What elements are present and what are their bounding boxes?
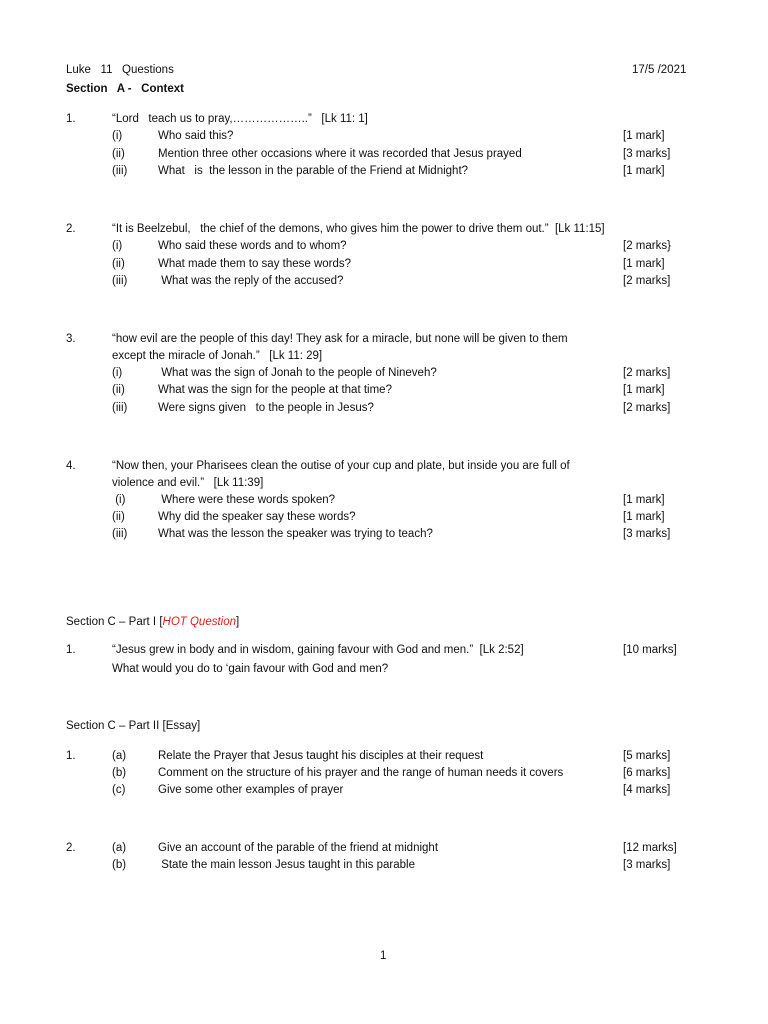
- sub-question-text: Who said these words and to whom?: [158, 240, 347, 252]
- sub-question-label: (i): [112, 494, 126, 506]
- marks: [6 marks]: [623, 767, 671, 779]
- sub-question-label: (iii): [112, 402, 128, 414]
- sub-question-label: (ii): [112, 384, 125, 396]
- marks: [1 mark]: [623, 258, 665, 270]
- marks: [4 marks]: [623, 784, 671, 796]
- marks: [3 marks]: [623, 528, 671, 540]
- document-title: Luke 11 Questions: [66, 64, 174, 76]
- question-quote: “how evil are the people of this day! They ask for a miracle, but none will be given to them: [112, 333, 568, 345]
- heading-prefix: Section C – Part I [: [66, 616, 163, 628]
- marks: [3 marks]: [623, 148, 671, 160]
- sub-question-text: What was the sign of Jonah to the people of Nineveh?: [158, 367, 437, 379]
- question-quote: “Jesus grew in body and in wisdom, gaining favour with God and men.” [Lk 2:52]: [112, 644, 524, 656]
- sub-question-label: (i): [112, 130, 123, 142]
- sub-question-text: Comment on the structure of his prayer and the range of human needs it covers: [158, 767, 564, 779]
- sub-question-text: What made them to say these words?: [158, 258, 352, 270]
- sub-question-text: Why did the speaker say these words?: [158, 511, 356, 523]
- section-c-part2-heading: Section C – Part II [Essay]: [66, 720, 201, 732]
- sub-question-label: (ii): [112, 148, 125, 160]
- marks: [10 marks]: [623, 644, 677, 656]
- sub-question-text: Mention three other occasions where it was recorded that Jesus prayed: [158, 148, 522, 160]
- sub-question-label: (b): [112, 767, 127, 779]
- sub-question-label: (b): [112, 859, 127, 871]
- sub-question-label: (i): [112, 240, 123, 252]
- marks: [2 marks]: [623, 275, 671, 287]
- marks: [1 mark]: [623, 494, 665, 506]
- marks: [2 marks]: [623, 402, 671, 414]
- sub-question-text: Who said this?: [158, 130, 234, 142]
- document-date: 17/5 /2021: [632, 64, 687, 76]
- section-c-part1-heading: [66, 615, 239, 629]
- marks: [12 marks]: [623, 842, 677, 854]
- question-quote-continued: violence and evil.” [Lk 11:39]: [112, 477, 264, 489]
- sub-question-label: (ii): [112, 511, 125, 523]
- sub-question-text: Where were these words spoken?: [158, 494, 336, 506]
- sub-question-label: (iii): [112, 165, 128, 177]
- marks: [2 marks}: [623, 240, 671, 252]
- question-quote: “Lord teach us to pray,………………..” [Lk 11: 1]: [112, 113, 368, 125]
- sub-question-text: Give some other examples of prayer: [158, 784, 344, 796]
- sub-question-label: (c): [112, 784, 126, 796]
- marks: [5 marks]: [623, 750, 671, 762]
- marks: [1 mark]: [623, 165, 665, 177]
- page-number: 1: [380, 950, 387, 962]
- sub-question-label: (a): [112, 842, 127, 854]
- marks: [3 marks]: [623, 859, 671, 871]
- question-number: 2.: [66, 842, 76, 854]
- question-number: 3.: [66, 333, 76, 345]
- sub-question-text: Relate the Prayer that Jesus taught his disciples at their request: [158, 750, 484, 762]
- heading-suffix: ]: [236, 616, 240, 628]
- question-number: 2.: [66, 223, 76, 235]
- question-quote: “Now then, your Pharisees clean the outise of your cup and plate, but inside you are full of: [112, 460, 570, 472]
- sub-question-label: (a): [112, 750, 127, 762]
- sub-question-text: What was the lesson the speaker was trying to teach?: [158, 528, 433, 540]
- marks: [1 mark]: [623, 384, 665, 396]
- question-number: 1.: [66, 113, 76, 125]
- question-number: 4.: [66, 460, 76, 472]
- sub-question-text: Were signs given to the people in Jesus?: [158, 402, 374, 414]
- question-number: 1.: [66, 750, 76, 762]
- marks: [1 mark]: [623, 511, 665, 523]
- sub-question-text: What was the reply of the accused?: [158, 275, 344, 287]
- section-a-heading: Section A - Context: [66, 83, 184, 95]
- question-quote-continued: except the miracle of Jonah.” [Lk 11: 29]: [112, 350, 323, 362]
- sub-question-text: What is the lesson in the parable of the Friend at Midnight?: [158, 165, 469, 177]
- question-quote: “It is Beelzebul, the chief of the demons, who gives him the power to drive them out.” [Lk 11:15]: [112, 223, 605, 235]
- question-number: 1.: [66, 644, 76, 656]
- sub-question-label: (iii): [112, 275, 128, 287]
- marks: [1 mark]: [623, 130, 665, 142]
- hot-question-label: HOT Question: [162, 616, 237, 628]
- sub-question-label: (iii): [112, 528, 128, 540]
- sub-question-text: State the main lesson Jesus taught in this parable: [158, 859, 415, 871]
- question-text: What would you do to ‘gain favour with God and men?: [112, 663, 389, 675]
- sub-question-text: What was the sign for the people at that time?: [158, 384, 392, 396]
- marks: [2 marks]: [623, 367, 671, 379]
- sub-question-text: Give an account of the parable of the friend at midnight: [158, 842, 439, 854]
- sub-question-label: (i): [112, 367, 123, 379]
- sub-question-label: (ii): [112, 258, 125, 270]
